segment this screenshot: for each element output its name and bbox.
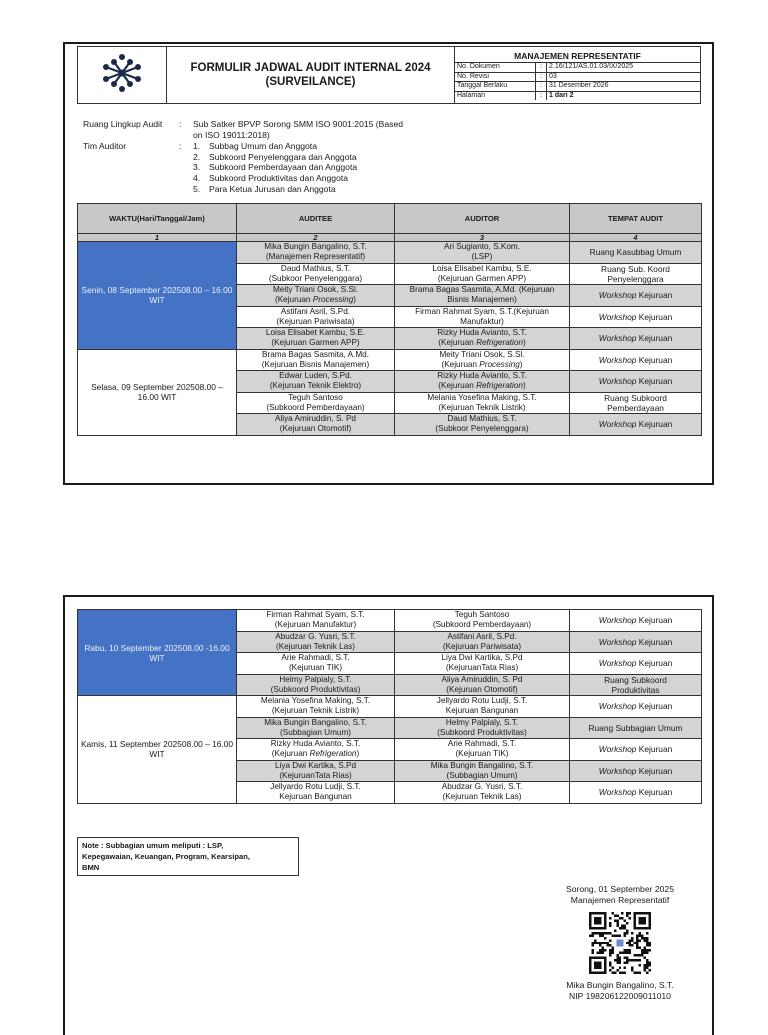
meta-row (455, 72, 700, 82)
place-cell: Ruang Subkoord Pemberdayaan (570, 392, 702, 414)
place-cell: Workshop Kejuruan (570, 349, 702, 371)
place-cell: Workshop Kejuruan (570, 696, 702, 718)
column-number: 1 (78, 234, 237, 242)
header-auditee: AUDITEE (237, 204, 395, 234)
meta-value: 2.16/121/AS.01.03/IX/2025 (547, 63, 701, 72)
header-waktu-line1: WAKTU (109, 213, 138, 223)
place-cell: Ruang Subkoord Produktivitas (570, 674, 702, 696)
team-item-text: Subkoord Pemberdayaan dan Anggota (209, 162, 358, 173)
auditor-cell: Teguh Santoso (Subkoord Pemberdayaan) (395, 610, 570, 632)
qr-code-icon (589, 912, 651, 974)
team-item (193, 173, 357, 184)
scope-label: Ruang Lingkup Audit (83, 119, 163, 129)
team-list (193, 141, 357, 194)
place-cell: Workshop Kejuruan (570, 653, 702, 675)
form-title-line2: (SURVEILANCE) (265, 76, 356, 88)
team-item-text: Subkoord Produktivitas dan Anggota (209, 172, 349, 183)
team-item-text: Subbag Umum dan Anggota (209, 141, 317, 152)
auditor-cell: Aliya Amiruddin, S. Pd (Kejuruan Otomotif) (395, 674, 570, 696)
day-cell: Kamis, 11 September 202508.00 – 16.00 WIT (78, 696, 237, 804)
scope-row (83, 119, 413, 140)
audit-schedule-table (77, 203, 702, 436)
meta-value: 1 dari 2 (549, 91, 574, 99)
place-cell: Workshop Kejuruan (570, 782, 702, 804)
day-cell: Senin, 08 September 202508.00 – 16.00 WIT (78, 242, 237, 350)
meta-label: Tanggal Berlaku (455, 82, 536, 92)
day-cell: Selasa, 09 September 202508.00 – 16.00 WIT (78, 349, 237, 435)
meta-sep: : (536, 63, 547, 72)
table-row (78, 696, 702, 718)
auditor-cell: Brama Bagas Sasmita, A.Md. (Kejuruan Bisnis Manajemen) (395, 285, 570, 307)
auditee-cell: Rizky Huda Avianto, S.T. (Kejuruan Refrigeration) (237, 739, 395, 761)
ministry-logo-icon (99, 53, 145, 93)
auditor-cell: Abudzar G. Yusri, S.T. (Kejuruan Teknik Las) (395, 782, 570, 804)
scope-value: Sub Satker BPVP Sorong SMM ISO 9001:2015 (Based on ISO 19011:2018) (193, 119, 404, 140)
auditor-cell: Liya Dwi Kartika, S.Pd (KejuruanTata Rias) (395, 653, 570, 675)
table-row (78, 242, 702, 264)
team-label: Tim Auditor (83, 141, 127, 152)
note-line: Note : Subbagian umum meliputi : LSP, (82, 841, 224, 850)
column-number-row (78, 234, 702, 242)
signature-place-date: Sorong, 01 September 2025 (566, 884, 674, 894)
team-item (193, 184, 357, 195)
signature-role: Manajemen Representatif (570, 895, 670, 905)
auditor-cell: Firman Rahmat Syam, S.T.(Kejuruan Manufaktur) (395, 306, 570, 328)
auditee-cell: Aliya Amiruddin, S. Pd (Kejuruan Otomotif) (237, 414, 395, 436)
auditee-cell: Mika Bungin Bangalino, S.T. (Manajemen Representatif) (237, 242, 395, 264)
auditee-cell: Mika Bungin Bangalino, S.T. (Subbagian Umum) (237, 717, 395, 739)
auditee-cell: Astifani Asril, S.Pd. (Kejuruan Pariwisata) (237, 306, 395, 328)
team-colon: : (179, 141, 182, 152)
auditee-cell: Teguh Santoso (Subkoord Pemberdayaan) (237, 392, 395, 414)
table-row (78, 349, 702, 371)
place-cell: Workshop Kejuruan (570, 328, 702, 350)
meta-label: No. Revisi (455, 72, 536, 82)
auditor-cell: Melania Yosefina Making, S.T. (Kejuruan Teknik Listrik) (395, 392, 570, 414)
team-item (193, 141, 357, 152)
header-waktu (78, 204, 237, 234)
auditor-cell: Helmy Palpialy, S.T. (Subkoord Produktivitas) (395, 717, 570, 739)
team-item-number: 2. (193, 151, 201, 162)
day-cell: Rabu, 10 September 202508.00 -16.00 WIT (78, 610, 237, 696)
team-item (193, 152, 357, 163)
meta-sep: : (536, 82, 547, 92)
auditor-cell: Jellyardo Rotu Ludji, S.T. Kejuruan Bangunan (395, 696, 570, 718)
signature-nip: NIP 198206122009011010 (569, 991, 671, 1001)
meta-row (455, 63, 700, 72)
signature-name: Mika Bungin Bangalino, S.T. (566, 980, 674, 990)
audit-info (83, 119, 413, 194)
meta-sep: : (536, 72, 547, 82)
team-item (193, 162, 357, 173)
auditee-cell: Arie Rahmadi, S.T. (Kejuruan TIK) (237, 653, 395, 675)
auditee-cell: Liya Dwi Kartika, S.Pd (KejuruanTata Rias) (237, 760, 395, 782)
auditee-cell: Abudzar G. Yusri, S.T. (Kejuruan Teknik Las) (237, 631, 395, 653)
place-cell: Workshop Kejuruan (570, 610, 702, 632)
place-cell: Workshop Kejuruan (570, 631, 702, 653)
team-item-text: Subkoord Penyelenggara dan Anggota (209, 151, 357, 162)
column-number: 2 (237, 234, 395, 242)
auditee-cell: Edwar Luden, S.Pd. (Kejuruan Teknik Elektro) (237, 371, 395, 393)
table-row (78, 610, 702, 632)
team-item-number: 1. (193, 141, 201, 152)
mr-title: MANAJEMEN REPRESENTATIF (455, 50, 700, 63)
auditee-cell: Meity Triani Osok, S.Sl. (Kejuruan Processing) (237, 285, 395, 307)
place-cell: Workshop Kejuruan (570, 760, 702, 782)
auditor-cell: Mika Bungin Bangalino, S.T. (Subbagian Umum) (395, 760, 570, 782)
header-waktu-line2: (Hari/Tanggal/Jam) (137, 213, 205, 223)
auditor-cell: Astifani Asril, S.Pd. (Kejuruan Pariwisata) (395, 631, 570, 653)
place-cell: Workshop Kejuruan (570, 306, 702, 328)
header-auditor: AUDITOR (395, 204, 570, 234)
auditor-cell: Loisa Elisabet Kambu, S.E. (Kejuruan Garmen APP) (395, 263, 570, 285)
meta-row (455, 91, 700, 100)
place-cell: Ruang Kasubbag Umum (570, 242, 702, 264)
auditee-cell: Loisa Elisabet Kambu, S.E. (Kejuruan Garmen APP) (237, 328, 395, 350)
meta-row (455, 82, 700, 92)
schedule-body-page1 (78, 242, 702, 436)
logo-cell (78, 47, 167, 104)
auditor-cell: Meity Triani Osok, S.Sl. (Kejuruan Processing) (395, 349, 570, 371)
signature-block (545, 884, 695, 1002)
place-cell: Workshop Kejuruan (570, 371, 702, 393)
auditor-cell: Rizky Huda Avianto, S.T. (Kejuruan Refrigeration) (395, 371, 570, 393)
place-cell: Ruang Subbagian Umum (570, 717, 702, 739)
note-box (77, 837, 299, 876)
team-item-number: 3. (193, 162, 201, 173)
document-page-1 (63, 42, 714, 485)
column-number: 4 (570, 234, 702, 242)
schedule-body-page2 (78, 610, 702, 804)
auditor-cell: Daud Mathius, S.T. (Subkoor Penyelenggara) (395, 414, 570, 436)
auditee-cell: Daud Mathius, S.T. (Subkoor Penyelenggara) (237, 263, 395, 285)
header-tempat: TEMPAT AUDIT (570, 204, 702, 234)
meta-value: 03 (547, 72, 701, 82)
auditee-cell: Melania Yosefina Making, S.T. (Kejuruan Teknik Listrik) (237, 696, 395, 718)
meta-value: 31 Desember 2026 (547, 82, 701, 92)
document-meta-table (455, 63, 700, 100)
note-line: Kepegawaian, Keuangan, Program, Kearsipan, (82, 852, 250, 861)
auditee-cell: Helmy Palpialy, S.T. (Subkoord Produktivitas) (237, 674, 395, 696)
meta-label: Halaman (455, 91, 536, 100)
scope-colon: : (179, 119, 182, 129)
auditor-cell: Rizky Huda Avianto, S.T. (Kejuruan Refrigeration) (395, 328, 570, 350)
auditor-cell: Arie Rahmadi, S.T. (Kejuruan TIK) (395, 739, 570, 761)
auditee-cell: Brama Bagas Sasmita, A.Md. (Kejuruan Bisnis Manajemen) (237, 349, 395, 371)
meta-sep: : (536, 91, 547, 100)
place-cell: Workshop Kejuruan (570, 414, 702, 436)
document-page-2 (63, 595, 714, 1035)
team-item-text: Para Ketua Jurusan dan Anggota (209, 183, 336, 194)
auditee-cell: Jellyardo Rotu Ludji, S.T. Kejuruan Bangunan (237, 782, 395, 804)
team-row (83, 141, 413, 194)
audit-schedule-table-continued (77, 609, 702, 804)
auditee-cell: Firman Rahmat Syam, S.T. (Kejuruan Manufaktur) (237, 610, 395, 632)
auditor-cell: Ari Sugianto, S.Kom. (LSP) (395, 242, 570, 264)
team-item-number: 4. (193, 172, 201, 183)
place-cell: Workshop Kejuruan (570, 285, 702, 307)
form-title (167, 47, 455, 104)
column-number: 3 (395, 234, 570, 242)
form-title-line1: FORMULIR JADWAL AUDIT INTERNAL 2024 (190, 62, 431, 74)
team-item-number: 5. (193, 183, 201, 194)
document-header (77, 46, 701, 104)
meta-label: No. Dokumen (455, 63, 536, 72)
place-cell: Ruang Sub. Koord Penyelenggara (570, 263, 702, 285)
note-line: BMN (82, 863, 100, 872)
place-cell: Workshop Kejuruan (570, 739, 702, 761)
table-header-row (78, 204, 702, 234)
document-meta-cell (455, 47, 701, 104)
